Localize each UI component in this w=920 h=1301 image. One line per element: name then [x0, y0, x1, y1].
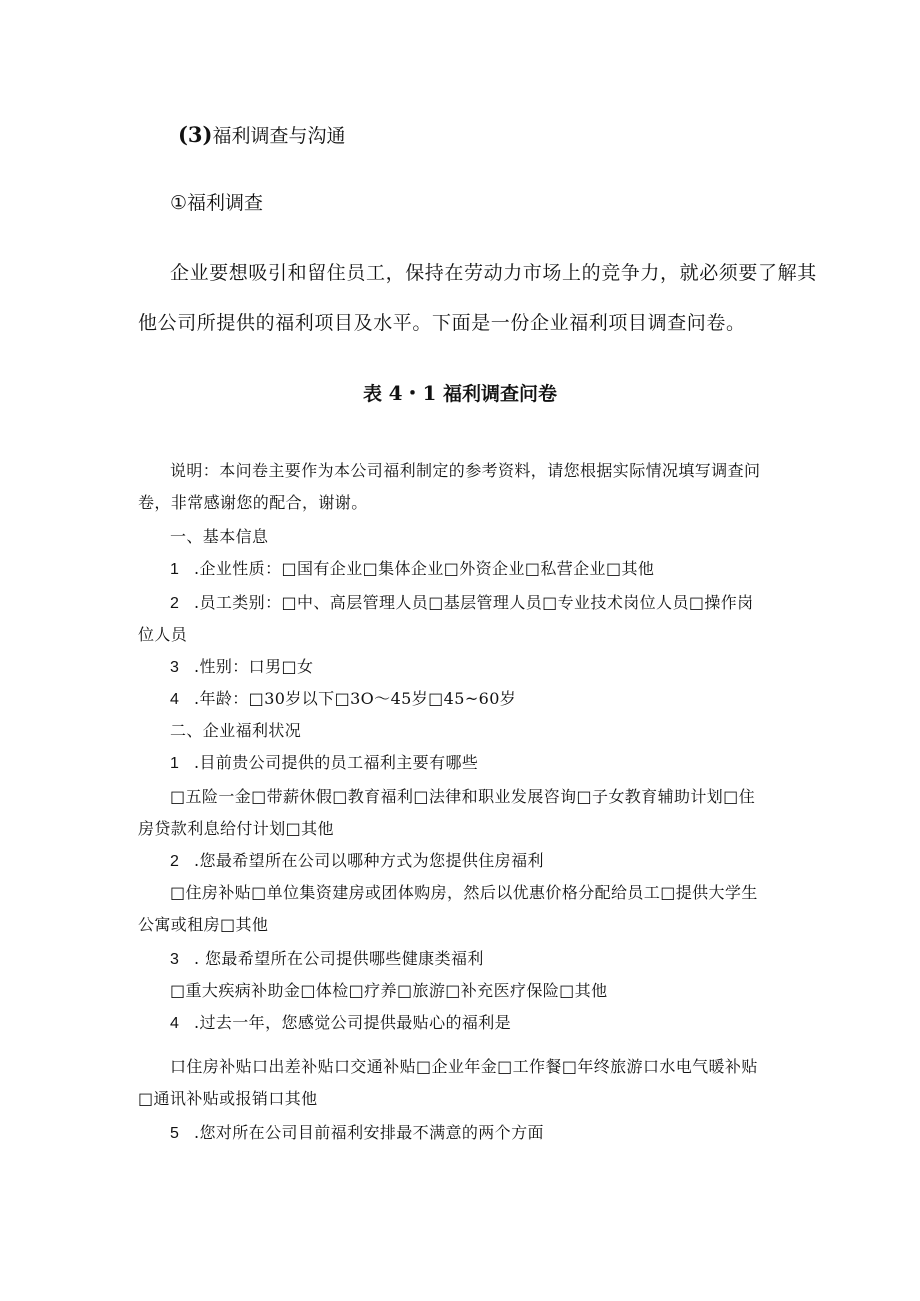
question-text: .员工类别：□中、高层管理人员□基层管理人员□专业技术岗位人员□操作岗: [194, 593, 754, 612]
question-gender: [170, 659, 313, 676]
question-options: □通讯补贴或报销口其他: [138, 1089, 318, 1108]
subsection-heading: ①福利调查: [170, 192, 264, 214]
part-title-basic-info: 一、基本信息: [170, 527, 269, 546]
question-number: 2: [170, 853, 180, 870]
section-number: (3): [178, 122, 213, 147]
question-employee-type: [170, 595, 754, 612]
question-text: .您对所在公司目前福利安排最不满意的两个方面: [194, 1123, 544, 1142]
question-text: .性别：口男□女: [194, 657, 314, 676]
question-health-benefit: [170, 951, 484, 968]
table-title: [0, 383, 920, 404]
question-housing-benefit: [170, 853, 544, 870]
question-best-benefit: [170, 1015, 511, 1032]
question-number: 4: [170, 1015, 180, 1032]
question-text: .您最希望所在公司以哪种方式为您提供住房福利: [194, 851, 544, 870]
question-text: . 您最希望所在公司提供哪些健康类福利: [194, 949, 484, 968]
question-options: 公寓或租房□其他: [138, 915, 269, 934]
question-options: □住房补贴□单位集资建房或团体购房，然后以优惠价格分配给员工□提供大学生: [170, 883, 758, 902]
question-company-type: [170, 561, 654, 578]
intro-paragraph-line: 企业要想吸引和留住员工，保持在劳动力市场上的竞争力，就必须要了解其: [170, 262, 817, 284]
question-number: 1: [170, 755, 180, 772]
question-number: 5: [170, 1125, 180, 1142]
question-number: 2: [170, 595, 180, 612]
part-title-welfare-status: 二、企业福利状况: [170, 721, 302, 740]
question-options: □五险一金□带薪休假□教育福利□法律和职业发展咨询□子女教育辅助计划□住: [170, 787, 756, 806]
questionnaire-note: 说明：本问卷主要作为本公司福利制定的参考资料，请您根据实际情况填写调查问: [170, 461, 761, 480]
section-title: 福利调查与沟通: [212, 125, 346, 147]
question-text: .目前贵公司提供的员工福利主要有哪些: [194, 753, 479, 772]
question-number: 4: [170, 691, 180, 708]
question-current-benefits: [170, 755, 478, 772]
question-text: .企业性质：□国有企业□集体企业□外资企业□私营企业□其他: [194, 559, 655, 578]
table-prefix: 表: [362, 383, 382, 405]
question-text: .过去一年，您感觉公司提供最贴心的福利是: [194, 1013, 512, 1032]
question-options: 口住房补贴口出差补贴口交通补贴□企业年金□工作餐□年终旅游口水电气暖补贴: [170, 1057, 758, 1076]
intro-paragraph-line: 他公司所提供的福利项目及水平。下面是一份企业福利项目调查问卷。: [138, 312, 746, 334]
question-least-satisfied: [170, 1125, 544, 1142]
question-number: 3: [170, 659, 180, 676]
section-heading: [178, 124, 346, 146]
table-title-text: 福利调查问卷: [443, 383, 558, 405]
question-options: □重大疾病补助金□体检□疗养□旅游□补充医疗保险□其他: [170, 981, 608, 1000]
question-number: 1: [170, 561, 180, 578]
table-number: 4・1: [388, 381, 437, 405]
questionnaire-note: 卷，非常感谢您的配合，谢谢。: [138, 493, 368, 512]
question-continuation: 位人员: [138, 625, 188, 644]
question-options: 房贷款利息给付计划□其他: [138, 819, 334, 838]
question-number: 3: [170, 951, 180, 968]
question-age: [170, 691, 516, 708]
question-text: .年龄：□30岁以下□3O～45岁□45~60岁: [194, 689, 517, 708]
